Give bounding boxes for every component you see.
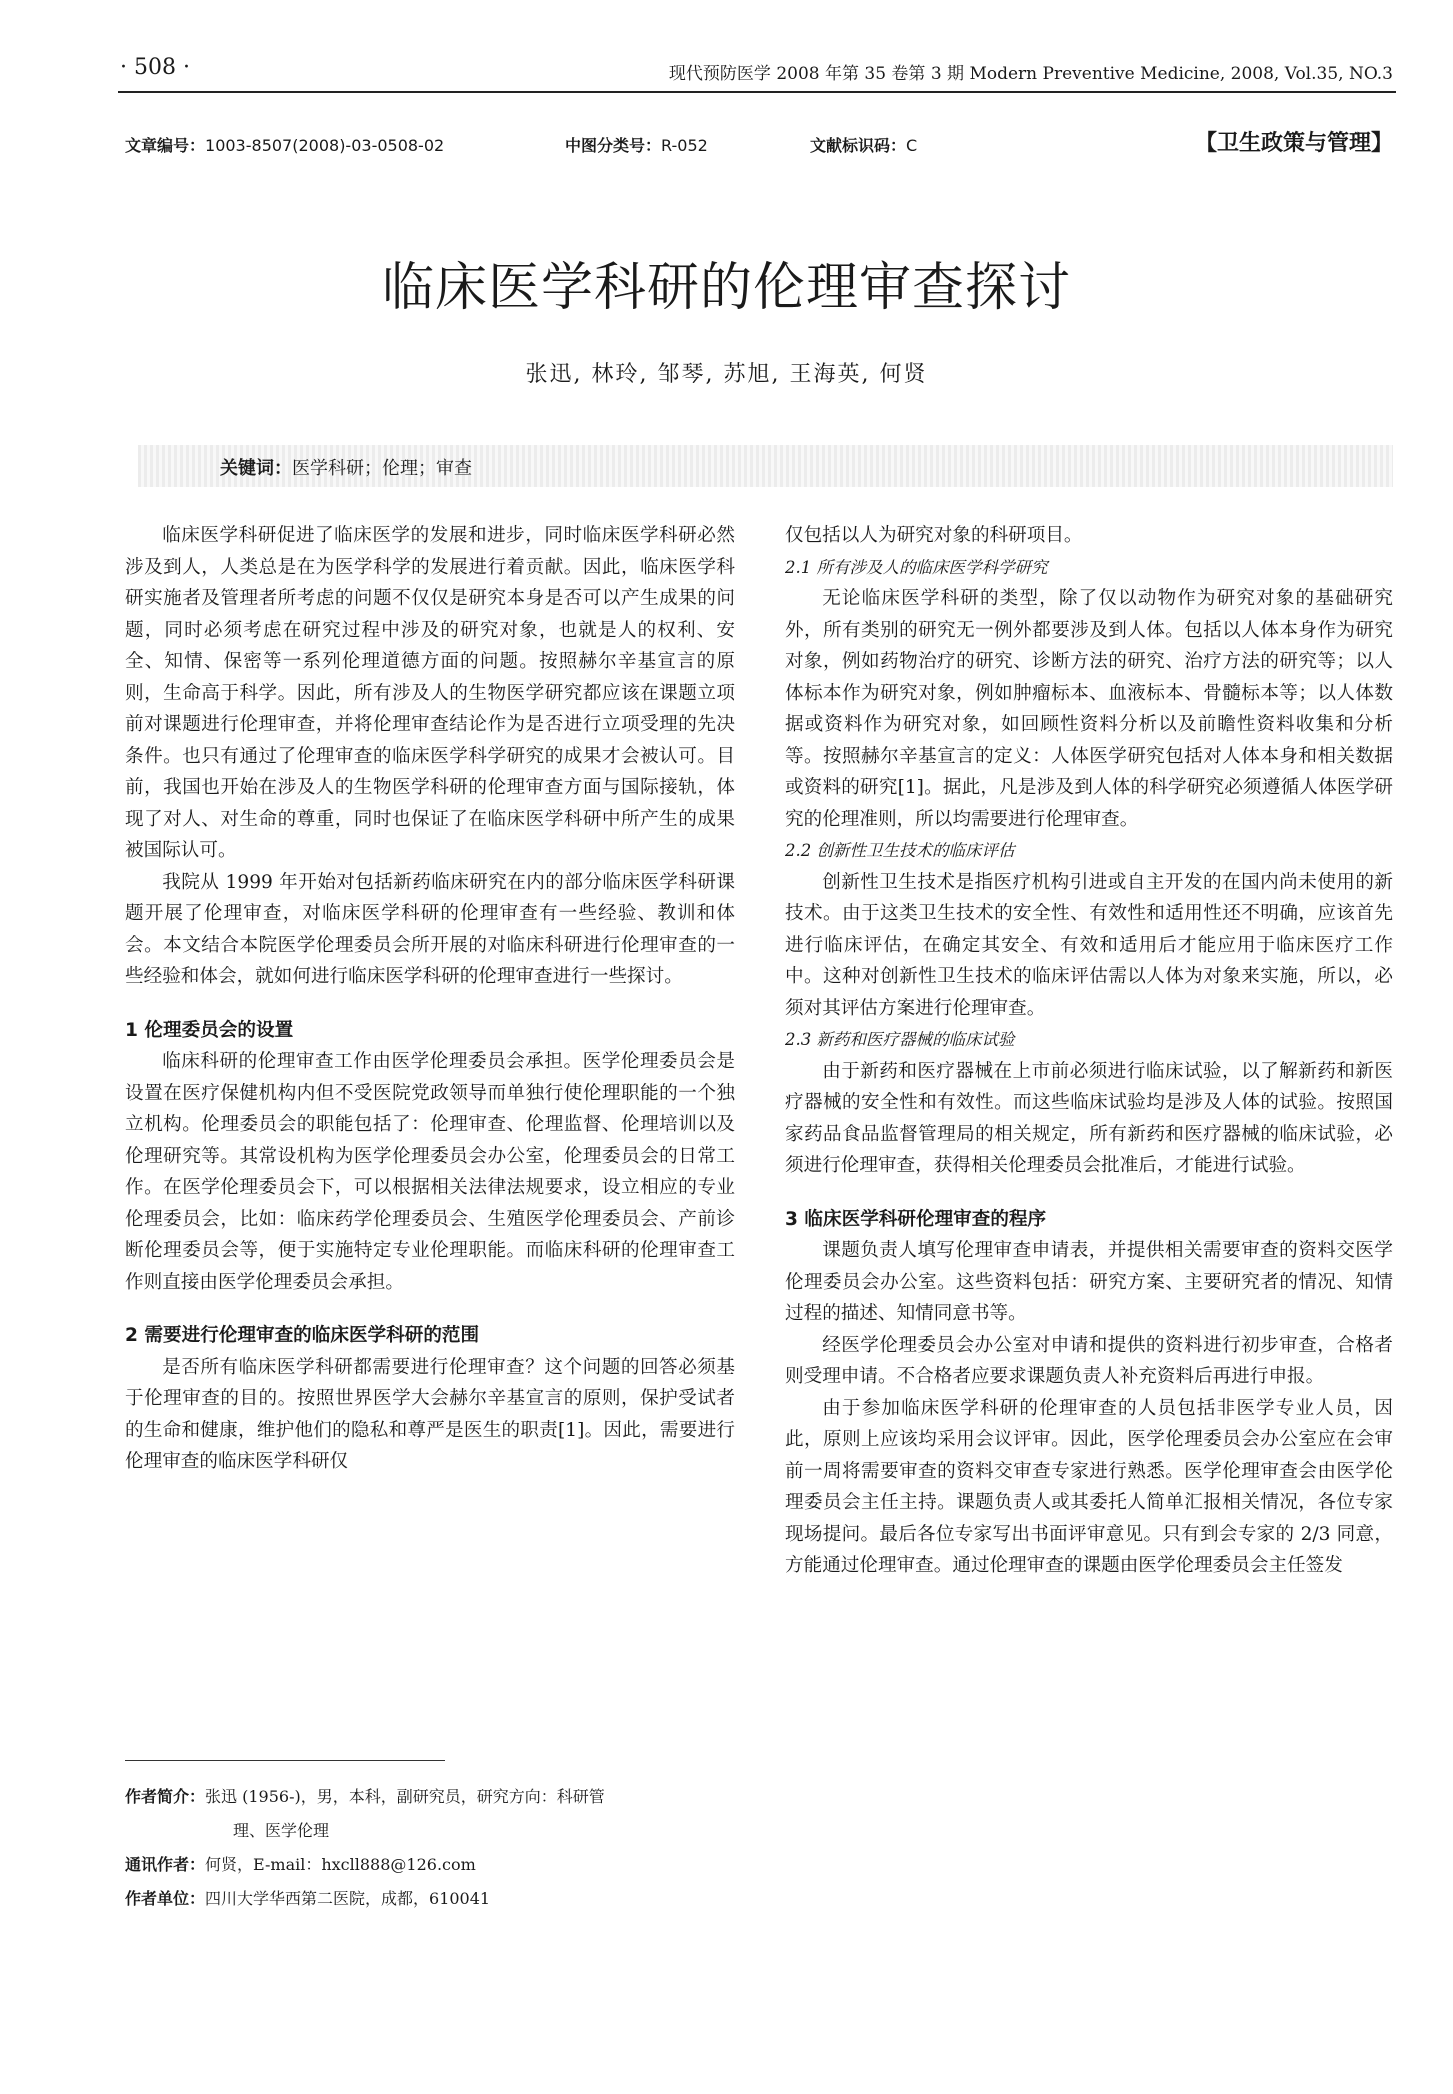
footnote-author-intro: 作者简介：张迅 (1956-)，男，本科，副研究员，研究方向：科研管 (125, 1787, 605, 1806)
paragraph: 经医学伦理委员会办公室对申请和提供的资料进行初步审查，合格者则受理申请。不合格者应要求课题负责人补充资料后再进行申报。 (785, 1334, 1393, 1387)
footnote-affiliation: 作者单位：四川大学华西第二医院，成都，610041 (125, 1889, 491, 1908)
footnote-corresponding: 通讯作者：何贤，E-mail：hxcll888@126.com (125, 1855, 476, 1874)
footnote-author-intro-cont: 理、医学伦理 (233, 1821, 330, 1840)
paragraph: 我院从 1999 年开始对包括新药临床研究在内的部分临床医学科研课题开展了伦理审查，对临床医学科研的伦理审查有一些经验、教训和体会。本文结合本院医学伦理委员会所开展的对临床科研进行伦理审查的一些经验和体会，就如何进行临床医学科研的伦理审查进行一些探讨。 (125, 871, 735, 987)
section-heading: 3 临床医学科研伦理审查的程序 (785, 1208, 1047, 1230)
paragraph: 仅包括以人为研究对象的科研项目。 (785, 525, 1083, 546)
subsection-heading: 2.1 所有涉及人的临床医学科学研究 (785, 557, 1048, 577)
clc-code: R-052 (661, 136, 708, 155)
doc-code: C (906, 136, 918, 155)
subsection-heading: 2.3 新药和医疗器械的临床试验 (785, 1030, 1015, 1049)
journal-info: 现代预防医学 2008 年第 35 卷第 3 期 Modern Preventive Medicine, 2008, Vol.35, NO.3 (668, 64, 1393, 84)
page-number: · 508 · (120, 55, 190, 80)
article-no: 1003-8507(2008)-03-0508-02 (205, 136, 445, 155)
footnote-divider (125, 1760, 445, 1761)
section-heading: 2 需要进行伦理审查的临床医学科研的范围 (125, 1325, 480, 1346)
body-column-left (125, 520, 735, 1478)
clc-label: 中图分类号： (565, 136, 662, 155)
keywords-label: 关键词： (220, 458, 292, 479)
section-tag: 【卫生政策与管理】 (1194, 131, 1393, 156)
paragraph: 临床医学科研促进了临床医学的发展和进步，同时临床医学科研必然涉及到人，人类总是在为医学科学的发展进行着贡献。因此，临床医学科研实施者及管理者所考虑的问题不仅仅是研究本身是否可以产生成果的问题，同时必须考虑在研究过程中涉及的研究对象，也就是人的权利、安全、知情、保密等一系列伦理道德方面的问题。按照赫尔辛基宣言的原则，生命高于科学。因此，所有涉及人的生物医学研究都应该在课题立项前对课题进行伦理审查，并将伦理审查结论作为是否进行立项受理的先决条件。也只有通过了伦理审查的临床医学科学研究的成果才会被认可。目前，我国也开始在涉及人的生物医学科研的伦理审查方面与国际接轨，体现了对人、对生命的尊重，同时也保证了在临床医学科研中所产生的成果被国际认可。 (125, 525, 735, 861)
article-title: 临床医学科研的伦理审查探讨 (381, 258, 1071, 318)
subsection-heading: 2.2 创新性卫生技术的临床评估 (785, 841, 1015, 860)
author-list: 张迅, 林玲, 邹琴, 苏旭, 王海英, 何贤 (525, 362, 928, 387)
paragraph: 由于参加临床医学科研的伦理审查的人员包括非医学专业人员，因此，原则上应该均采用会议评审。因此，医学伦理委员会办公室应在会审前一周将需要审查的资料交审查专家进行熟悉。医学伦理审查会由医学伦理委员会主任主持。课题负责人或其委托人简单汇报相关情况，各位专家现场提问。最后各位专家写出书面评审意见。只有到会专家的 2/3 同意，方能通过伦理审查。通过伦理审查的课题由医学伦理委员会主任签发 (785, 1397, 1393, 1576)
doc-code-label: 文献标识码： (810, 136, 907, 155)
paragraph: 由于新药和医疗器械在上市前必须进行临床试验，以了解新药和新医疗器械的安全性和有效性。而这些临床试验均是涉及人体的试验。按照国家药品食品监督管理局的相关规定，所有新药和医疗器械的临床试验，必须进行伦理审查，获得相关伦理委员会批准后，才能进行试验。 (785, 1060, 1393, 1176)
body-column-right (785, 520, 1393, 1582)
paragraph: 课题负责人填写伦理审查申请表，并提供相关需要审查的资料交医学伦理委员会办公室。这些资料包括：研究方案、主要研究者的情况、知情过程的描述、知情同意书等。 (785, 1240, 1393, 1324)
paragraph: 临床科研的伦理审查工作由医学伦理委员会承担。医学伦理委员会是设置在医疗保健机构内但不受医院党政领导而单独行使伦理职能的一个独立机构。伦理委员会的职能包括了：伦理审查、伦理监督、伦理培训以及伦理研究等。其常设机构为医学伦理委员会办公室，伦理委员会的日常工作。在医学伦理委员会下，可以根据相关法律法规要求，设立相应的专业伦理委员会，比如：临床药学伦理委员会、生殖医学伦理委员会、产前诊断伦理委员会等，便于实施特定专业伦理职能。而临床科研的伦理审查工作则直接由医学伦理委员会承担。 (125, 1051, 735, 1293)
paragraph: 创新性卫生技术是指医疗机构引进或自主开发的在国内尚未使用的新技术。由于这类卫生技术的安全性、有效性和适用性还不明确，应该首先进行临床评估，在确定其安全、有效和适用后才能应用于临床医疗工作中。这种对创新性卫生技术的临床评估需以人体为对象来实施，所以，必须对其评估方案进行伦理审查。 (785, 871, 1393, 1019)
article-no-label: 文章编号： (125, 136, 206, 155)
running-head (120, 55, 1393, 95)
header-divider (118, 91, 1396, 93)
keywords-text: 医学科研；伦理；审查 (292, 458, 472, 479)
keywords (220, 454, 472, 480)
paragraph: 无论临床医学科研的类型，除了仅以动物作为研究对象的基础研究外，所有类别的研究无一例外都要涉及到人体。包括以人体本身作为研究对象，例如药物治疗的研究、诊断方法的研究、治疗方法的研究等；以人体标本作为研究对象，例如肿瘤标本、血液标本、骨髓标本等；以人体数据或资料作为研究对象，如回顾性资料分析以及前瞻性资料收集和分析等。按照赫尔辛基宣言的定义：人体医学研究包括对人体本身和相关数据或资料的研究[1]。据此，凡是涉及到人体的科学研究必须遵循人体医学研究的伦理准则，所以均需要进行伦理审查。 (785, 588, 1393, 830)
footnotes (125, 1780, 735, 1916)
paragraph: 是否所有临床医学科研都需要进行伦理审查？这个问题的回答必须基于伦理审查的目的。按照世界医学大会赫尔辛基宣言的原则，保护受试者的生命和健康，维护他们的隐私和尊严是医生的职责[1]。因此，需要进行伦理审查的临床医学科研仅 (125, 1356, 735, 1472)
section-heading: 1 伦理委员会的设置 (125, 1019, 294, 1041)
